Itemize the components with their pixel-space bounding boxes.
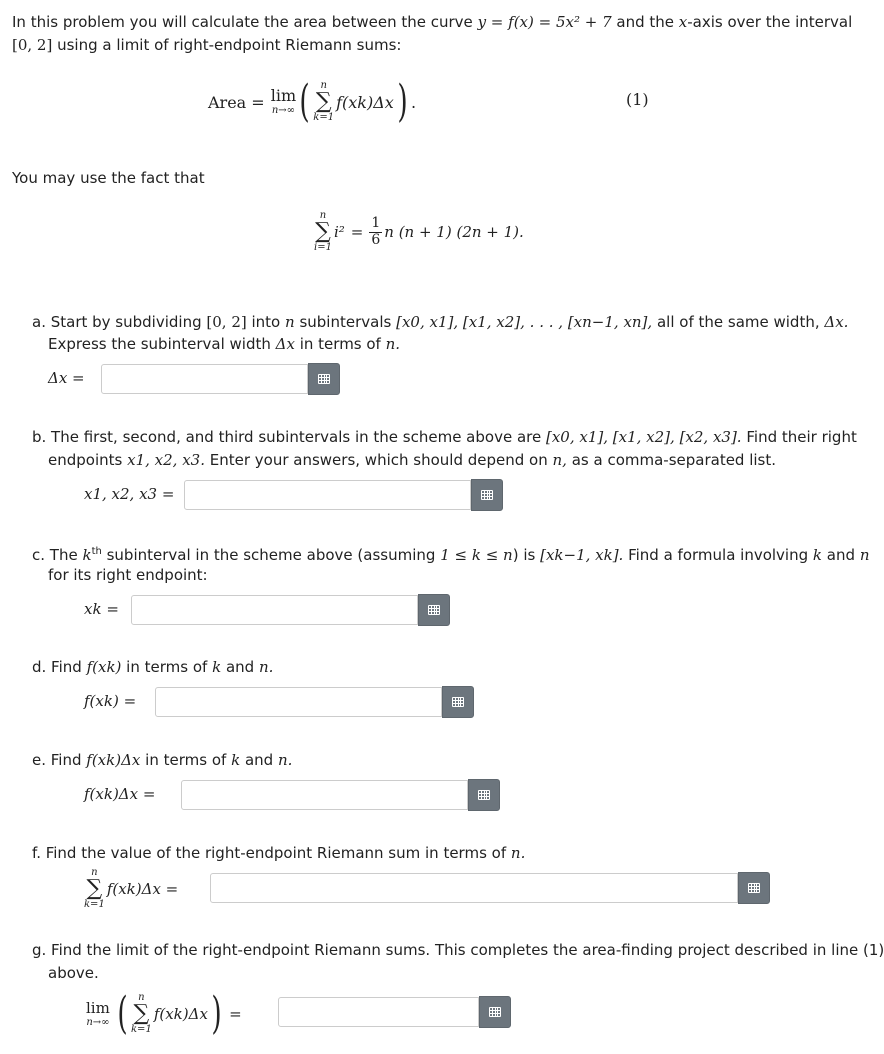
lim-subscript: n→∞ xyxy=(271,105,295,116)
part-b-points: x1, x2, x3. xyxy=(127,451,205,469)
part-g-keypad-button[interactable] xyxy=(479,996,511,1028)
part-b-text-endpoints: endpoints xyxy=(48,451,123,469)
part-f-sum-lower: k=1 xyxy=(84,899,105,910)
period: . xyxy=(410,92,417,112)
keypad-icon xyxy=(478,790,490,800)
part-b-keypad-button[interactable] xyxy=(471,479,503,511)
part-d-keypad-button[interactable] xyxy=(442,686,474,718)
part-a-label: Δx = xyxy=(48,369,85,387)
fact-equals: = xyxy=(350,223,364,241)
part-e-n: n. xyxy=(277,751,293,769)
part-g-lim-sub: n→∞ xyxy=(86,1016,110,1028)
part-c-text-assuming: subinterval in the scheme above (assuming xyxy=(106,546,436,564)
intro-line-2 xyxy=(12,35,402,55)
curve-equation: y = f(x) = 5x² + 7 xyxy=(477,13,612,31)
part-d-text-terms: in terms of xyxy=(126,658,208,676)
part-d-answer xyxy=(155,687,474,718)
part-a-text-subintervals: subintervals xyxy=(299,313,392,331)
part-a-text-width: all of the same width, xyxy=(656,313,820,331)
keypad-icon xyxy=(748,883,760,893)
equation-tag: (1) xyxy=(626,90,649,109)
part-d-n: n. xyxy=(258,658,274,676)
keypad-icon xyxy=(318,374,330,384)
part-e-keypad-button[interactable] xyxy=(468,779,500,811)
part-b-text-depend: Enter your answers, which should depend on xyxy=(209,451,548,469)
part-b-line-2 xyxy=(48,450,776,470)
intro-interval: [0, 2] xyxy=(12,36,53,54)
fact-text: You may use the fact that xyxy=(12,169,205,187)
sum-lower: k=1 xyxy=(313,112,335,123)
right-paren: ) xyxy=(397,76,408,127)
intro-text-middle: and the xyxy=(616,13,675,31)
part-b-n: n, xyxy=(552,451,567,469)
part-e-label: f(xk)Δx = xyxy=(84,785,156,803)
part-d-input[interactable] xyxy=(155,687,442,717)
part-c-input[interactable] xyxy=(131,595,418,625)
part-g-equals: = xyxy=(229,1005,242,1023)
part-a-answer xyxy=(101,364,340,395)
part-c-k-2: k xyxy=(812,546,823,564)
part-b-text: b. The first, second, and third subintervals in the scheme above are xyxy=(32,428,542,446)
part-g-label-group xyxy=(86,986,242,1042)
frac-num: 1 xyxy=(371,215,381,232)
part-b-intervals: [x0, x1], [x1, x2], [x2, x3]. xyxy=(546,428,742,446)
part-c-condition: 1 ≤ k ≤ n xyxy=(440,546,513,564)
left-paren: ( xyxy=(117,988,128,1039)
area-label: Area = xyxy=(208,92,265,112)
part-f-sum-upper: n xyxy=(91,867,98,878)
part-a-text-2: Express the subinterval width xyxy=(48,335,271,353)
part-b-text-suffix: Find their right xyxy=(746,428,857,446)
sigma-icon: ∑ xyxy=(315,89,332,114)
part-e-k: k xyxy=(231,751,241,769)
sigma-icon: ∑ xyxy=(315,219,331,244)
part-c-text: c. The xyxy=(32,546,78,564)
part-c-interval: [xk−1, xk]. xyxy=(540,546,624,564)
lim-text: lim xyxy=(270,86,297,105)
part-a-input[interactable] xyxy=(101,364,308,394)
part-d-and: and xyxy=(225,658,255,676)
part-c-text-is: ) is xyxy=(512,546,536,564)
part-f-answer xyxy=(210,873,770,904)
part-g-sum-upper: n xyxy=(138,992,145,1003)
part-b-answer xyxy=(184,480,503,511)
part-c-th: th xyxy=(91,546,102,557)
part-e-and: and xyxy=(244,751,274,769)
part-c-answer xyxy=(131,595,450,626)
part-c-k: k xyxy=(82,546,92,564)
limit-operator xyxy=(271,88,296,116)
keypad-icon xyxy=(481,490,493,500)
part-b-text-end: as a comma-separated list. xyxy=(571,451,777,469)
part-c-keypad-button[interactable] xyxy=(418,594,450,626)
part-f-label: f(xk)Δx = xyxy=(106,880,179,898)
part-d-text: d. Find xyxy=(32,658,82,676)
part-f-input[interactable] xyxy=(210,873,738,903)
part-c-text-formula: Find a formula involving xyxy=(628,546,809,564)
left-paren: ( xyxy=(299,76,310,127)
part-g-sum-operator xyxy=(131,993,152,1035)
part-g-line-2: above. xyxy=(48,964,99,982)
part-g-answer xyxy=(278,997,511,1028)
part-d-expr: f(xk) xyxy=(86,658,122,676)
part-f-sum-operator xyxy=(84,868,105,910)
keypad-icon xyxy=(489,1007,501,1017)
part-g-line-1: g. Find the limit of the right-endpoint Riemann sums. This completes the area-finding project described in line (1) xyxy=(32,941,884,959)
part-f-label-group xyxy=(84,864,178,914)
part-e-answer xyxy=(181,780,500,811)
part-a-text-terms: in terms of xyxy=(299,335,381,353)
part-a-dx-2: Δx xyxy=(275,335,295,353)
part-e-expr: f(xk)Δx xyxy=(86,751,141,769)
part-c-label: xk = xyxy=(84,600,119,618)
part-g-lim-text: lim xyxy=(86,998,110,1017)
sum-operator xyxy=(313,81,334,123)
part-g-limit xyxy=(86,998,110,1028)
part-a-n-2: n. xyxy=(385,335,401,353)
part-a-text-into: into xyxy=(251,313,281,331)
part-g-sum-lower: k=1 xyxy=(131,1024,152,1035)
sum-formula xyxy=(314,204,524,260)
part-a-subintervals: [x0, x1], [x1, x2], . . . , [xn−1, xn], xyxy=(396,313,653,331)
part-f-text: f. Find the value of the right-endpoint Riemann sum in terms of xyxy=(32,844,507,862)
part-a-dx: Δx. xyxy=(824,313,849,331)
part-f-line xyxy=(32,843,525,863)
part-c-line-1 xyxy=(32,542,869,565)
intro-line-1 xyxy=(12,12,852,32)
keypad-icon xyxy=(452,697,464,707)
fact-rhs: n (n + 1) (2n + 1). xyxy=(384,223,524,241)
part-f-n: n. xyxy=(510,844,526,862)
part-g-input[interactable] xyxy=(278,997,479,1027)
fact-sum-upper: n xyxy=(319,210,327,221)
part-d-k: k xyxy=(212,658,222,676)
part-d-label: f(xk) = xyxy=(84,692,137,710)
area-equation xyxy=(208,72,416,132)
sigma-icon: ∑ xyxy=(133,1001,150,1026)
fraction xyxy=(369,216,382,248)
part-c-and: and xyxy=(826,546,856,564)
fact-term: i² xyxy=(333,223,345,241)
part-a-keypad-button[interactable] xyxy=(308,363,340,395)
summand: f(xk)Δx xyxy=(336,92,394,112)
part-b-input[interactable] xyxy=(184,480,471,510)
intro-text-after: -axis over the interval xyxy=(687,13,853,31)
fact-sum-lower: i=1 xyxy=(314,242,332,253)
frac-den: 6 xyxy=(371,231,381,248)
part-b-line-1 xyxy=(32,427,857,447)
intro-axis: x xyxy=(678,13,688,31)
part-c-line-2: for its right endpoint: xyxy=(48,566,208,584)
part-d-line xyxy=(32,657,273,677)
part-e-text: e. Find xyxy=(32,751,82,769)
part-g-summand: f(xk)Δx xyxy=(153,1005,208,1023)
keypad-icon xyxy=(428,605,440,615)
part-a-interval: [0, 2] xyxy=(206,313,247,331)
right-paren: ) xyxy=(211,988,222,1039)
part-a-line-1 xyxy=(32,312,848,332)
sum-upper: n xyxy=(320,80,327,91)
fact-sum-operator xyxy=(314,211,332,253)
intro-text-end: using a limit of right-endpoint Riemann sums: xyxy=(57,36,402,54)
part-a-n: n xyxy=(285,313,295,331)
part-e-input[interactable] xyxy=(181,780,468,810)
part-c-n: n xyxy=(859,546,870,564)
part-a-line-2 xyxy=(48,334,400,354)
part-f-keypad-button[interactable] xyxy=(738,872,770,904)
part-a-text: a. Start by subdividing xyxy=(32,313,202,331)
part-e-text-terms: in terms of xyxy=(145,751,227,769)
part-b-label: x1, x2, x3 = xyxy=(84,485,175,503)
part-e-line xyxy=(32,750,292,770)
sigma-icon: ∑ xyxy=(86,876,103,901)
intro-text: In this problem you will calculate the area between the curve xyxy=(12,13,473,31)
